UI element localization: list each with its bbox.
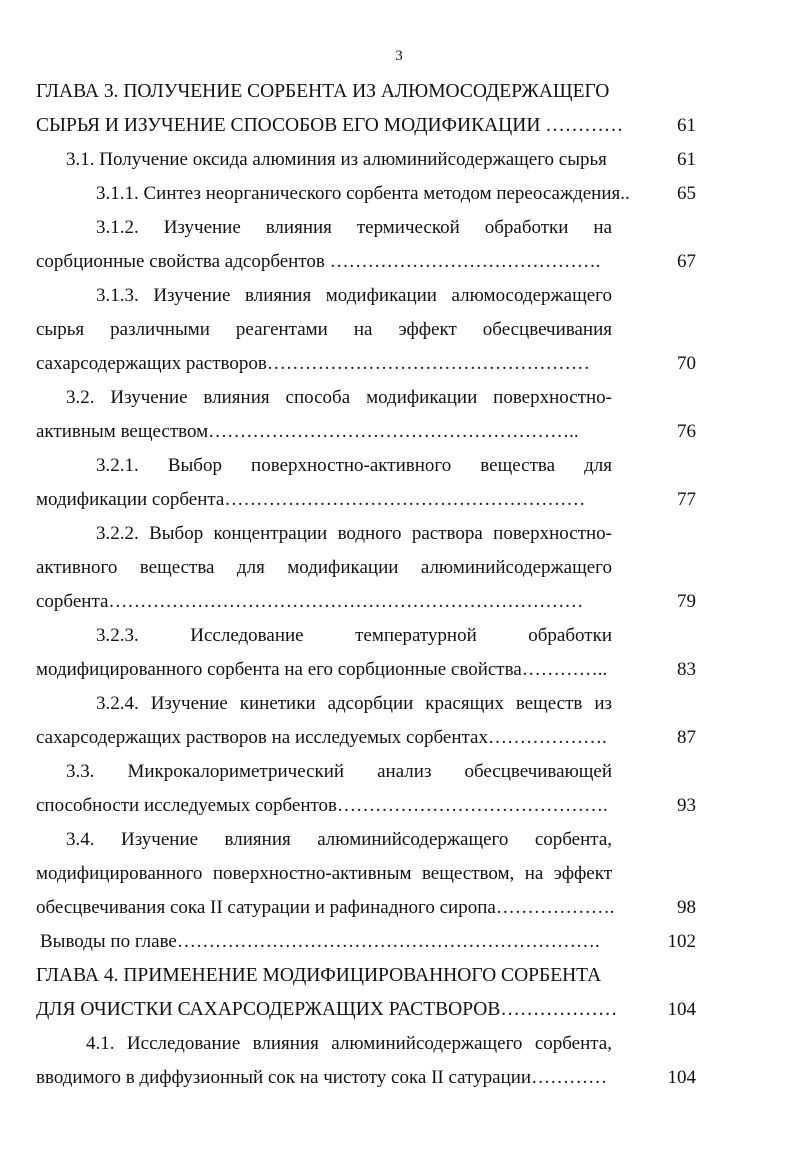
toc-line: 3.1. Получение оксида алюминия из алюминийсодержащего сырья [66,149,607,170]
toc-line: 3.2.3. Исследование температурной обработки [96,625,612,646]
toc-line: сахарсодержащих растворов на исследуемых сорбентах………………. [36,727,607,748]
toc-line: ГЛАВА 3. ПОЛУЧЕНИЕ СОРБЕНТА ИЗ АЛЮМОСОДЕРЖАЩЕГО [36,81,610,102]
toc-page: 98 [677,897,696,918]
toc-line: 3.4. Изучение влияния алюминийсодержащего сорбента, [66,829,612,850]
toc-line: 3.1.3. Изучение влияния модификации алюмосодержащего [96,285,612,306]
toc-page: 70 [677,353,696,374]
toc-page: 87 [677,727,696,748]
toc-line: сорбента………………………………………………………………… [36,591,584,612]
toc-line: 3.2.1. Выбор поверхностно-активного вещества для [96,455,612,476]
toc-page: 61 [677,149,696,170]
toc-line: 3.2.2. Выбор концентрации водного раствора поверхностно- [96,523,612,544]
toc-line: 3.1.2. Изучение влияния термической обработки на [96,217,612,238]
toc-line: обесцвечивания сока II сатурации и рафинадного сиропа………………. [36,897,615,918]
toc-line: 3.3. Микрокалориметрический анализ обесцвечивающей [66,761,612,782]
toc-line: вводимого в диффузионный сок на чистоту сока II сатурации………… [36,1067,608,1088]
toc-page: 67 [677,251,696,272]
toc-page: 104 [667,999,696,1020]
toc-page: 76 [677,421,696,442]
toc-line: ДЛЯ ОЧИСТКИ САХАРСОДЕРЖАЩИХ РАСТВОРОВ……………… [36,999,618,1020]
toc-line: 3.2. Изучение влияния способа модификации поверхностно- [66,387,612,408]
toc-line: модификации сорбента………………………………………………… [36,489,586,510]
toc-line: 4.1. Исследование влияния алюминийсодержащего сорбента, [86,1033,612,1054]
toc-line: модифицированного поверхностно-активным веществом, на эффект [36,863,612,884]
toc-page: 61 [677,115,696,136]
toc-line: сорбционные свойства адсорбентов ……………………………………. [36,251,601,272]
toc-line: 3.2.4. Изучение кинетики адсорбции красящих веществ из [96,693,612,714]
toc-page: 104 [667,1067,696,1088]
toc-page: 79 [677,591,696,612]
toc-line: 3.1.1. Синтез неорганического сорбента методом переосаждения.. [96,183,630,204]
toc-line: модифицированного сорбента на его сорбционные свойства………….. [36,659,608,680]
toc-line: СЫРЬЯ И ИЗУЧЕНИЕ СПОСОБОВ ЕГО МОДИФИКАЦИИ ………… [36,115,624,136]
toc-page: 102 [667,931,696,952]
toc-page: 77 [677,489,696,510]
page-number: 3 [395,48,403,64]
toc-page: 93 [677,795,696,816]
toc-line: сахарсодержащих растворов…………………………………………… [36,353,590,374]
toc-line: ГЛАВА 4. ПРИМЕНЕНИЕ МОДИФИЦИРОВАННОГО СОРБЕНТА [36,965,602,986]
toc-line: Выводы по главе…………………………………………………………. [40,931,600,952]
toc-line: сырья различными реагентами на эффект обесцвечивания [36,319,612,340]
toc-line: активного вещества для модификации алюминийсодержащего [36,557,612,578]
toc-line: активным веществом………………………………………………….. [36,421,579,442]
toc-page: 83 [677,659,696,680]
toc-page: 65 [677,183,696,204]
toc-line: способности исследуемых сорбентов……………………………………. [36,795,608,816]
